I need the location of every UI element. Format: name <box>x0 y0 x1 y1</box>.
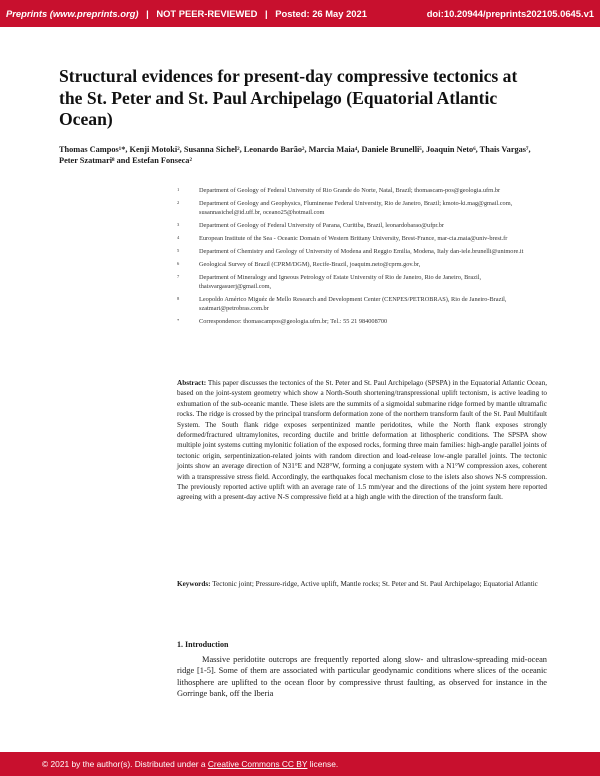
introduction-paragraph: Massive peridotite outcrops are frequently reported along slow- and ultraslow-spreading mid-ocean ridge [1-5]. Some of them are associated with particular geodynamic conditions where slices of the oceanic lithosphere are uplifted to the ocean floor by compressive thrust faulting, as observed for instance in the Gorringe bank, off the Iberia <box>177 655 547 699</box>
affiliation-number: 3 <box>177 222 180 227</box>
affiliation-text: Department of Mineralogy and Igneous Petrology of Estate University of Rio de Janeiro, Rio de Janeiro, Brazil, thaisvargasuerj@gmail.com, <box>199 274 482 290</box>
affiliation-number: * <box>177 318 180 323</box>
affiliation-text: European Institute of the Sea - Oceanic Domain of Western Brittany University, Brest-France, mar-cia.maia@univ-brest.fr <box>199 235 508 242</box>
license-footer <box>0 752 600 776</box>
affiliation-item <box>177 273 547 291</box>
license-suffix: license. <box>309 759 339 769</box>
section-heading: 1. Introduction <box>177 640 229 649</box>
posted-date: Posted: 26 May 2021 <box>275 8 367 19</box>
abstract-label: Abstract: <box>177 379 207 387</box>
abstract-text: This paper discusses the tectonics of the St. Peter and St. Paul Archipelago (SPSPA) in the Equatorial Atlantic Ocean, based on the joint-system geometry which show a North-South shortening/transpressional uplift tectonism, is active leading to exhumation of the sub-oceanic mantle. These islets are the summits of a sigmoidal submarine ridge formed by mantle ultramafic rocks. The ridge is crossed by the principal transform deformation zone of the northern transform fault of the St. Paul Multifault System. The South flank ridge exposes serpentinized mantle peridotites, while the North flank exposes strongly deformed/fractured ultramylonites, recording ductile and brittle deformation at lithospheric conditions. The SPSPA show multiple joint systems cutting mylonitic foliation of the exposed rocks, forming three main families: high-angle parallel joints of tectonic origin, serpentinization-related joints with random direction and load-release low-angle parallel joints. The tectonic joints show an average direction of N31°E and N28°W, forming a conjugate system with a N1°W compression axes, coherent with a transpressive stress field. Accordingly, the earthquakes focal mechanism close to the islets also shows N-S compression. The previously reported active uplift with an average rate of 1.5 mm/year and the directions of the joint system here reported agreeing with a present-day active N-S compressive field at a high angle with the direction of the transform fault. <box>177 379 547 502</box>
affiliation-item <box>177 234 547 243</box>
affiliation-number: 5 <box>177 248 180 253</box>
affiliation-item <box>177 295 547 313</box>
affiliation-text: Department of Geology of Federal University of Parana, Curitiba, Brazil, leonardobarao@ufpr.br <box>199 222 445 229</box>
affiliation-item <box>177 221 547 230</box>
affiliation-text: Geological Survey of Brazil (CPRM/DGM), Recife-Brazil, joaquim.neto@cprm.gov.br, <box>199 261 421 268</box>
affiliations-list <box>177 186 547 330</box>
copyright-text: © 2021 by the author(s). Distributed under a <box>42 759 206 769</box>
affiliation-number: 7 <box>177 274 180 279</box>
affiliation-text: Leopoldo Américo Miguéz de Mello Research and Development Center (CENPES/PETROBRAS), Rio de Janeiro-Brazil, szatmari@petrobras.com.br <box>199 296 507 312</box>
affiliation-text: Department of Geology and Geophysics, Fluminense Federal University, Rio de Janeiro, Brazil; kmoto-ki.mag@gmail.com, susannasichel@id.uff.br, oceano25@hotmail.com <box>199 200 513 216</box>
affiliation-number: 4 <box>177 235 180 240</box>
affiliation-item <box>177 199 547 217</box>
affiliation-item <box>177 260 547 269</box>
preprints-site-link[interactable]: Preprints (www.preprints.org) <box>6 8 139 19</box>
author-list: Thomas Campos¹*, Kenji Motoki², Susanna Sichel², Leonardo Barão², Marcia Maia⁴, Daniele Brunelli⁵, Joaquin Neto⁶, Thais Vargas⁷, Peter Szatmari⁸ and Estefan Fonseca² <box>59 145 531 165</box>
affiliation-text: Department of Chemistry and Geology of University of Modena and Reggio Emilia, Modena, Italy dan-iele.brunelli@unimore.it <box>199 248 524 255</box>
keywords <box>177 579 547 589</box>
cc-license-link[interactable]: Creative Commons CC BY <box>207 759 308 769</box>
affiliation-number: 6 <box>177 261 180 266</box>
keywords-text: Tectonic joint; Pressure-ridge, Active uplift, Mantle rocks; St. Peter and St. Paul Archipelago; Equatorial Atlantic <box>212 580 538 588</box>
peer-review-status: NOT PEER-REVIEWED <box>156 8 258 19</box>
header-left: Preprints (www.preprints.org) | NOT PEER-REVIEWED | Posted: 26 May 2021 <box>6 8 367 19</box>
preprint-header-bar <box>0 0 600 27</box>
correspondence-text: Correspondence: thomascampos@geologia.ufrn.br; Tel.: 55 21 984008700 <box>199 318 388 325</box>
affiliation-text: Department of Geology of Federal University of Rio Grande do Norte, Natal, Brazil; thomascam-pos@geologia.ufrn.br <box>199 187 501 194</box>
affiliation-item <box>177 247 547 256</box>
affiliation-number: 8 <box>177 296 180 301</box>
abstract <box>177 378 547 503</box>
correspondence <box>177 317 547 326</box>
paper-title: Structural evidences for present-day compressive tectonics at the St. Peter and St. Paul Archipelago (Equatorial Atlantic Ocean) <box>59 66 518 129</box>
affiliation-number: 2 <box>177 200 180 205</box>
doi-link[interactable]: doi:10.20944/preprints202105.0645.v1 <box>426 8 594 19</box>
affiliation-item <box>177 186 547 195</box>
affiliation-number: 1 <box>177 187 180 192</box>
keywords-label: Keywords: <box>177 580 211 588</box>
